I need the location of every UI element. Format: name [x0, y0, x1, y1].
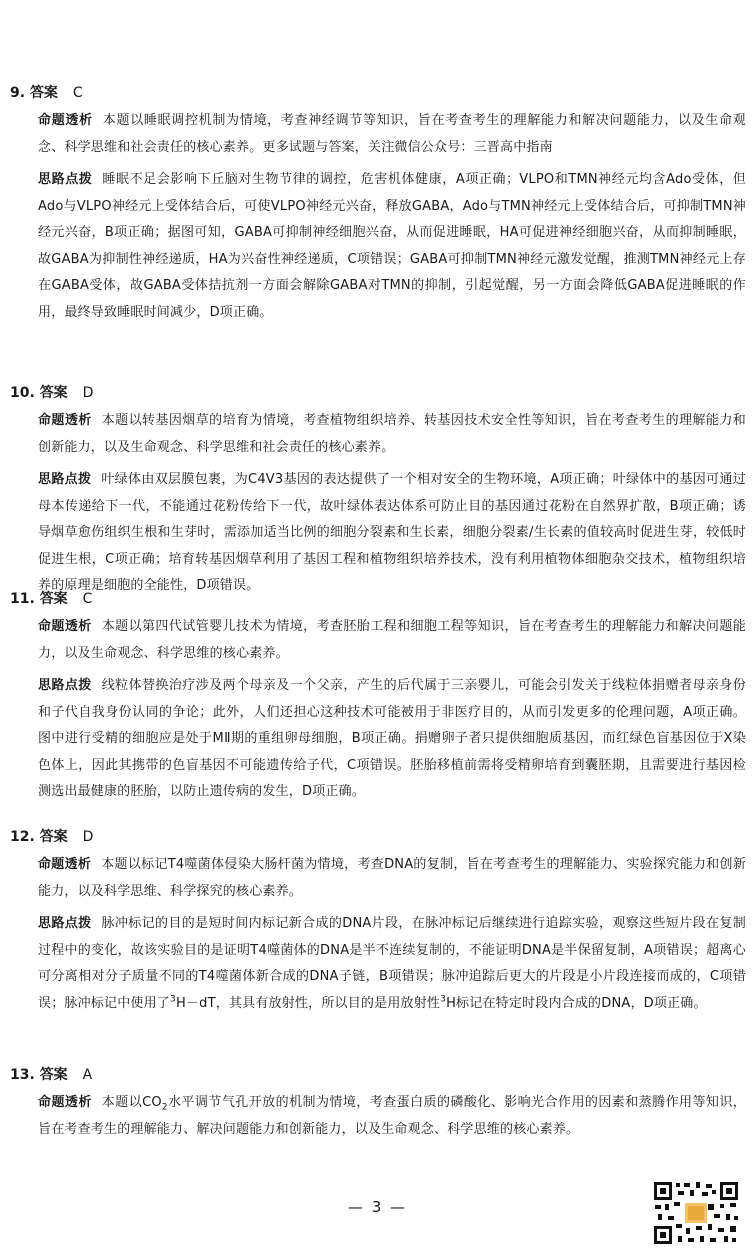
answer-value: D [82, 385, 94, 401]
analysis-label: 命题透析 [38, 857, 92, 872]
analysis-text: 本题以第四代试管婴儿技术为情境，考查胚胎工程和细胞工程等知识，旨在考查考生的理解能力和解决问题能力，以及生命观念、科学思维的核心素养。 [38, 619, 746, 661]
analysis-section [38, 408, 746, 461]
analysis-text: 本题以标记T4噬菌体侵染大肠杆菌为情境，考查DNA的复制，旨在考查考生的理解能力、实验探究能力和创新能力，以及科学思维、科学探究的核心素养。 [38, 857, 746, 899]
answer-value: C [82, 591, 93, 607]
analysis-label: 命题透析 [38, 619, 92, 634]
hint-text: 线粒体替换治疗涉及两个母亲及一个父亲，产生的后代属于三亲婴儿，可能会引发关于线粒体捐赠者母亲身份和子代自我身份认同的争论；此外，人们还担心这种技术可能被用于非医疗目的，从而引发更多的伦理问题，A项正确。图中进行受精的细胞应是处于MⅡ期的重组卵母细胞，B项正确。捐赠卵子者只提供细胞质基因，而红绿色盲基因位于X染色体上，因此其携带的色盲基因不可能遗传给子代，C项错误。胚胎移植前需将受精卵培育到囊胚期，且需要进行基因检测选出最健康的胚胎，以防止遗传病的发生，D项正确。 [38, 678, 746, 799]
question-11 [10, 590, 745, 806]
answer-value: C [72, 85, 83, 101]
answer-label: 答案 [39, 591, 68, 607]
answer-value: A [82, 1067, 93, 1083]
question-12 [10, 828, 745, 1017]
answer-label: 答案 [29, 85, 58, 101]
analysis-section [38, 108, 746, 161]
question-number: 11. [10, 591, 35, 607]
question-number: 13. [10, 1067, 35, 1083]
answer-line [10, 1066, 745, 1084]
hint-text-part-3: H标记在特定时段内合成的DNA，D项正确。 [446, 995, 707, 1011]
question-13 [10, 1066, 745, 1143]
question-10 [10, 384, 745, 600]
hint-label: 思路点拨 [38, 172, 93, 187]
question-9 [10, 84, 745, 326]
answer-line [10, 590, 745, 608]
answer-label: 答案 [39, 829, 68, 845]
analysis-label: 命题透析 [38, 1095, 92, 1110]
analysis-text-part-2: 水平调节气孔开放的机制为情境，考查蛋白质的磷酸化、影响光合作用的因素和蒸腾作用等知识，旨在考查考生的理解能力、解决问题能力和创新能力，以及生命观念、科学思维的核心素养。 [38, 1095, 746, 1137]
analysis-text: 本题以转基因烟草的培育为情境，考查植物组织培养、转基因技术安全性等知识，旨在考查考生的理解能力和创新能力，以及生命观念、科学思维和社会责任的核心素养。 [38, 413, 746, 455]
question-number: 12. [10, 829, 35, 845]
answer-line [10, 384, 745, 402]
question-number: 9. [10, 85, 26, 101]
hint-label: 思路点拨 [38, 916, 92, 931]
question-number: 10. [10, 385, 35, 401]
analysis-section [38, 1090, 746, 1143]
hint-section [38, 911, 746, 1017]
answer-label: 答案 [39, 385, 68, 401]
analysis-label: 命题透析 [38, 413, 92, 428]
isotope-mass-number: 3 [170, 994, 176, 1005]
hint-text: 叶绿体由双层膜包裹，为C4V3基因的表达提供了一个相对安全的生物环境，A项正确；叶绿体中的基因可通过母本传递给下一代，不能通过花粉传给下一代，故叶绿体表达体系可防止目的基因通过花粉在自然界扩散，B项正确；诱导烟草愈伤组织生根和生芽时，需添加适当比例的细胞分裂素和生长素，细胞分裂素/生长素的值较高时促进生芽，较低时促进生根，C项正确；培育转基因烟草利用了基因工程和植物组织培养技术，没有利用植物体细胞杂交技术，植物组织培养的原理是细胞的全能性，D项错误。 [38, 472, 746, 593]
answer-line [10, 84, 745, 102]
hint-label: 思路点拨 [38, 472, 92, 487]
hint-text-part-1: 脉冲标记的目的是短时间内标记新合成的DNA片段，在脉冲标记后继续进行追踪实验，观察这些短片段在复制过程中的变化，故该实验目的是证明T4噬菌体的DNA是半不连续复制的，不能证明DNA是半保留复制，A项错误；超离心可分离相对分子质量不同的T4噬菌体新合成的DNA子链，B项错误；脉冲追踪后更大的片段是小片段连接而成的，C项错误；脉冲标记中使用了 [38, 916, 746, 1011]
page-number: — 3 — [347, 1198, 408, 1216]
hint-text-part-2: H－dT，其具有放射性，所以目的是用放射性 [175, 995, 441, 1011]
hint-label: 思路点拨 [38, 678, 92, 693]
isotope-mass-number: 3 [440, 994, 447, 1005]
analysis-section [38, 852, 746, 905]
analysis-text: 本题以睡眠调控机制为情境，考查神经调节等知识，旨在考查考生的理解能力和解决问题能力，以及生命观念、科学思维和社会责任的核心素养。更多试题与答案，关注微信公众号：三晋高中指南 [38, 113, 746, 155]
qr-code-icon [652, 1180, 740, 1246]
analysis-text-part-1: 本题以CO [101, 1095, 162, 1110]
hint-text: 睡眠不足会影响下丘脑对生物节律的调控，危害机体健康，A项正确；VLPO和TMN神经元均含Ado受体，但Ado与VLPO神经元上受体结合后，可使VLPO神经元兴奋，释放GABA，Ado与TMN神经元上受体结合后，可抑制TMN神经元兴奋，B项正确；据图可知，GABA可抑制神经细胞兴奋，从而促进睡眠，HA可促进神经细胞兴奋，从而抑制睡眠，故GABA为抑制性神经递质，HA为兴奋性神经递质，C项错误；GABA可抑制TMN神经元激发觉醒，推测TMN神经元上存在GABA受体，故GABA受体拮抗剂一方面会解除GABA对TMN的抑制，引起觉醒，另一方面会降低GABA促进睡眠的作用，最终导致睡眠时间减少，D项正确。 [38, 172, 746, 320]
answer-value: D [82, 829, 94, 845]
subscript: 2 [161, 1102, 168, 1113]
hint-section [38, 467, 746, 600]
hint-section [38, 673, 746, 806]
hint-section [38, 167, 746, 326]
answer-label: 答案 [39, 1067, 68, 1083]
analysis-section [38, 614, 746, 667]
analysis-label: 命题透析 [38, 113, 93, 128]
answer-line [10, 828, 745, 846]
